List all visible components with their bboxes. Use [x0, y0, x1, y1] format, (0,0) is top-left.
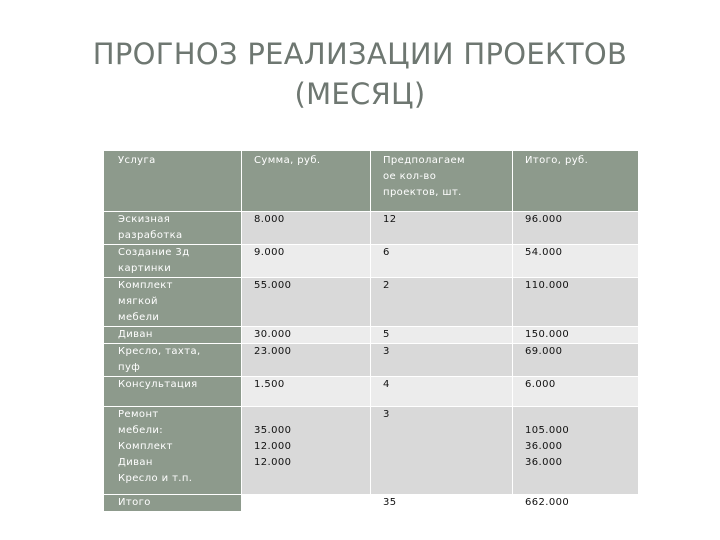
total-cell: 54.000: [513, 245, 639, 278]
total-cell: 6.000: [513, 377, 639, 407]
total-label-cell: Итого: [104, 495, 242, 512]
header-qty-line: проектов, шт.: [383, 187, 462, 198]
service-cell: [104, 245, 242, 278]
price-text: 12.000: [254, 441, 292, 452]
price-cell: 1.500: [242, 377, 371, 407]
total-cell: 96.000: [513, 212, 639, 245]
service-cell: [104, 407, 242, 495]
table-row: [104, 327, 639, 344]
title-line-1: ПРОГНОЗ РЕАЛИЗАЦИИ ПРОЕКТОВ: [92, 37, 628, 71]
service-text: Ремонт: [118, 409, 159, 420]
service-text: Кресло, тахта,: [118, 346, 201, 357]
service-text: Кресло и т.п.: [118, 473, 193, 484]
price-text: 35.000: [254, 425, 292, 436]
table-header-row: [104, 151, 639, 212]
price-cell: 9.000: [242, 245, 371, 278]
total-text: 105.000: [525, 425, 570, 436]
total-text: 36.000: [525, 457, 563, 468]
title-line-2: (МЕСЯЦ): [294, 77, 426, 111]
qty-cell: 3: [371, 344, 513, 377]
header-service: Услуга: [104, 151, 242, 212]
total-cell: 150.000: [513, 327, 639, 344]
service-text: мягкой: [118, 296, 158, 307]
table-row: [104, 377, 639, 407]
service-text: мебели:: [118, 425, 164, 436]
header-qty-line: ое кол-во: [383, 171, 437, 182]
header-qty: [371, 151, 513, 212]
table-row: [104, 344, 639, 377]
service-text: разработка: [118, 230, 183, 241]
table-row: [104, 245, 639, 278]
qty-cell: 3: [371, 407, 513, 495]
price-text: 12.000: [254, 457, 292, 468]
service-text: Комплект: [118, 280, 173, 291]
projects-forecast-table: [103, 150, 639, 512]
qty-cell: 35: [371, 495, 513, 512]
table-row: [104, 407, 639, 495]
service-cell: [104, 212, 242, 245]
service-text: картинки: [118, 263, 172, 274]
price-cell: 8.000: [242, 212, 371, 245]
qty-cell: 2: [371, 278, 513, 327]
total-cell: 69.000: [513, 344, 639, 377]
page-title: [40, 34, 680, 114]
service-text: Консультация: [118, 379, 198, 390]
service-text: Эскизная: [118, 214, 171, 225]
total-cell: 110.000: [513, 278, 639, 327]
header-price: Сумма, руб.: [242, 151, 371, 212]
service-cell: [104, 344, 242, 377]
service-cell: [104, 278, 242, 327]
total-cell: [513, 407, 639, 495]
service-text: Создание 3д: [118, 247, 190, 258]
service-text: пуф: [118, 362, 141, 373]
service-cell: [104, 327, 242, 344]
table-row: [104, 278, 639, 327]
qty-cell: 4: [371, 377, 513, 407]
table-total-row: [104, 495, 639, 512]
service-text: Комплект: [118, 441, 173, 452]
price-cell: 30.000: [242, 327, 371, 344]
qty-cell: 5: [371, 327, 513, 344]
qty-cell: 12: [371, 212, 513, 245]
service-text: Диван: [118, 329, 153, 340]
service-text: Диван: [118, 457, 153, 468]
service-text: мебели: [118, 312, 160, 323]
qty-cell: 6: [371, 245, 513, 278]
header-qty-line: Предполагаем: [383, 155, 465, 166]
service-cell: [104, 377, 242, 407]
price-cell: 55.000: [242, 278, 371, 327]
table-row: [104, 212, 639, 245]
price-cell: [242, 495, 371, 512]
total-text: 36.000: [525, 441, 563, 452]
price-cell: 23.000: [242, 344, 371, 377]
total-cell: 662.000: [513, 495, 639, 512]
header-total: Итого, руб.: [513, 151, 639, 212]
price-cell: [242, 407, 371, 495]
